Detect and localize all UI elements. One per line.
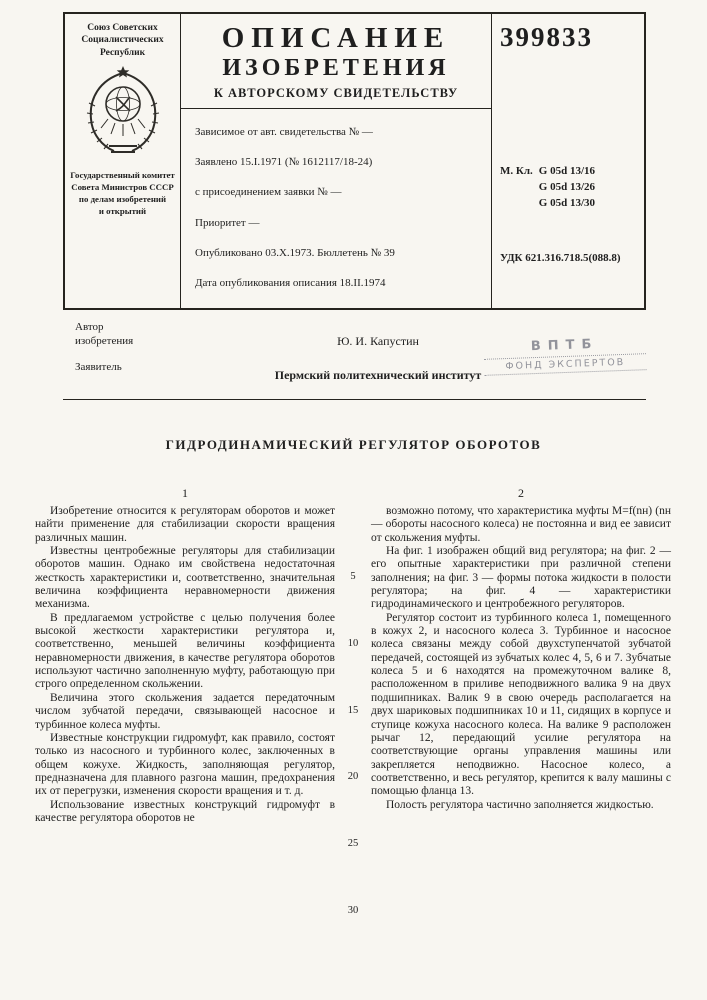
invention-title: ГИДРОДИНАМИЧЕСКИЙ РЕГУЛЯТОР ОБОРОТОВ [165,437,542,452]
text-column-2 [371,505,671,812]
field-joined-application: с присоединением заявки № — [195,186,342,199]
line-number: 15 [347,705,359,716]
union-name: Союз Советских Социалистических Республик [81,23,164,58]
classification-codes [539,164,595,212]
ussr-emblem-icon [81,66,165,161]
line-number-gutter [335,505,371,945]
paragraph: Регулятор состоит из турбинного колеса 1, помещенного в кожух 2, и насосного колеса 3. Турбинное и насосное колеса связаны между собой двухступенчатой зубчатой передачей, состоящей из зубчатых колес 4, 5, 6 и 7. Зубчатые колеса 5 и 6 находятся на промежуточном валике 8, расположенном в приливе неподвижного валика 9 на двух подшипниках. Валик 9 в свою очередь располагается на двух шариковых подшипниках 10 и 11, сидящих в корпусе и ступице кожуха насосного колеса. На валике 9 расположен рычаг 12, передающий усилие регулятора на соответствующие органы управления машины или закрепляется неподвижно. Насосное колесо, а соответственно, и весь регулятор, крепится к валу машины с помощью фланца 13. [371,611,671,798]
classification-label: М. Кл. [500,165,533,177]
body-text [35,486,672,966]
doc-type-line2: ИЗОБРЕТЕНИЯ [222,55,450,81]
library-stamp [483,335,646,376]
field-priority: Приоритет — [195,216,260,229]
line-number: 10 [347,638,359,649]
paragraph: В предлагаемом устройстве с целью получения более высокой жесткости характеристики регулятора и, соответственно, меньшей величины коэффициента неравномерности движения, в качестве регулятора оборотов используют частично заполненную муфту, работающую при строго определенном скольжении. [35,611,335,691]
text-column-1 [35,505,335,825]
registration-panel [492,14,644,308]
field-dependent-certificate: Зависимое от авт. свидетельства № — [195,125,373,138]
author-name: Ю. И. Капустин [337,334,419,348]
committee-name: Государственный комитет Совета Министров СССР по делам изобретений и открытий [70,170,175,216]
header-divider-rule [181,108,491,109]
doc-type-line1: ОПИСАНИЕ [221,22,451,54]
applicant-label: Заявитель [75,361,122,373]
line-number: 30 [347,905,359,916]
classification-block [500,164,595,212]
column-1-number: 1 [182,486,188,500]
paragraph: Известны центробежные регуляторы для стабилизации оборотов машин. Однако им свойствена недостаточная жесткость характеристики и, соответственно, значительная величина коэффициента неравномерности движения механизма. [35,545,335,611]
column-2-number: 2 [518,486,524,500]
issuing-authority-panel [65,14,181,308]
stamp-line2: ФОНД ЭКСПЕРТОВ [484,353,646,376]
line-number: 5 [350,571,356,582]
udk-number: УДК 621.316.718.5(088.8) [500,252,621,264]
class-code: G 05d 13/26 [538,180,596,193]
paragraph: Использование известных конструкций гидромуфт в качестве регулятора оборотов не [35,798,335,824]
paragraph: На фиг. 1 изображен общий вид регулятора; на фиг. 2 — его опытные характеристики при различной степени заполнения; на фиг. 3 — формы потока жидкости в полости регулятора; на фиг. 4 — характеристики гидродинамического и центробежного регуляторов. [371,545,671,611]
author-label: Автор изобретения [75,321,134,348]
authors-section [63,312,646,400]
applicant-name: Пермский политехнический институт [274,368,482,382]
paragraph: возможно потому, что характеристика муфты M=f(nн) (nн — обороты насосного колеса) не постоянна и вид ее зависит от скольжения муфты. [371,505,671,544]
field-description-date: Дата опубликования описания 18.II.1974 [195,277,386,290]
paragraph: Известные конструкции гидромуфт, как правило, состоят только из насосного и турбинного колес, заключенных в общем кожухе. Жидкость, заполняющая регулятор, предназначена для плавного разгона машин, предохранения их от перегрузки, изменения скорости вращения и т. д. [35,731,335,798]
line-number: 25 [347,838,359,849]
patent-number: 399833 [500,22,593,52]
document-type-panel [181,14,492,308]
paragraph: Величина этого скольжения задается передаточным числом зубчатой передачи, связывающей насосное и турбинное колеса муфты. [35,691,335,731]
class-code: G 05d 13/16 [538,165,596,177]
paragraph: Полость регулятора частично заполняется жидкостью. [386,798,654,811]
header-box [63,12,646,310]
paragraph: Изобретение относится к регуляторам оборотов и может найти применение для стабилизации скорости вращения различных машин. [35,505,335,544]
doc-type-subtitle: К АВТОРСКОМУ СВИДЕТЕЛЬСТВУ [213,86,459,101]
class-code: G 05d 13/30 [538,196,596,209]
line-number: 20 [347,771,359,782]
field-published: Опубликовано 03.X.1973. Бюллетень № 39 [195,246,395,259]
field-application-date: Заявлено 15.I.1971 (№ 1612117/18-24) [195,156,373,169]
stamp-line1: ВПТБ [530,336,599,355]
